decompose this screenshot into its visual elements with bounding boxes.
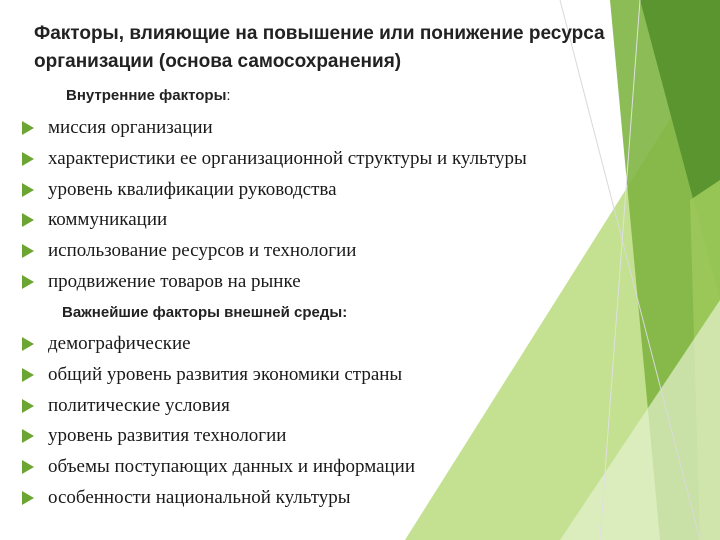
triangle-bullet-icon — [22, 491, 34, 505]
list-item-text: использование ресурсов и технологии — [48, 240, 357, 262]
list-item-text: общий уровень развития экономики страны — [48, 363, 403, 385]
triangle-bullet-icon — [22, 244, 34, 258]
list-item-text: демографические — [48, 333, 191, 354]
slide-title: Факторы, влияющие на повышение или понижение ресурса организации (основа самосохранения) — [34, 23, 605, 72]
list-item-text: особенности национальной культуры — [48, 486, 351, 508]
list-item-text: уровень развития технологии — [48, 425, 287, 447]
list-item — [0, 453, 415, 484]
internal-factors-heading-colon: : — [226, 87, 231, 104]
triangle-bullet-icon — [22, 337, 34, 351]
triangle-bullet-icon — [22, 368, 34, 382]
internal-factors-heading-text: Внутренние факторы — [66, 87, 227, 104]
internal-factors-heading — [66, 86, 231, 106]
triangle-bullet-icon — [22, 429, 34, 443]
list-item — [0, 114, 527, 145]
list-item — [0, 268, 527, 299]
list-item-text: объемы поступающих данных и информации — [48, 456, 416, 478]
list-item — [0, 330, 415, 361]
list-item-text: продвижение товаров на рынке — [48, 270, 301, 292]
internal-factors-list — [0, 114, 527, 299]
list-item — [0, 361, 415, 392]
triangle-bullet-icon — [22, 152, 34, 166]
triangle-bullet-icon — [22, 460, 34, 474]
list-item — [0, 484, 415, 515]
list-item-text: политические условия — [48, 394, 230, 416]
list-item — [0, 392, 415, 423]
external-factors-list — [0, 330, 415, 515]
list-item — [0, 176, 527, 207]
triangle-bullet-icon — [22, 399, 34, 413]
triangle-bullet-icon — [22, 213, 34, 227]
list-item — [0, 206, 527, 237]
list-item — [0, 237, 527, 268]
triangle-bullet-icon — [22, 183, 34, 197]
list-item-text: коммуникации — [48, 209, 168, 231]
triangle-bullet-icon — [22, 275, 34, 289]
list-item-text: миссия организации — [48, 117, 213, 138]
list-item-text: характеристики ее организационной структуры и культуры — [48, 147, 527, 169]
list-item — [0, 422, 415, 453]
external-factors-heading: Важнейшие факторы внешней среды: — [62, 304, 348, 321]
list-item — [0, 145, 527, 176]
list-item-text: уровень квалификации руководства — [48, 178, 337, 200]
triangle-bullet-icon — [22, 121, 34, 135]
